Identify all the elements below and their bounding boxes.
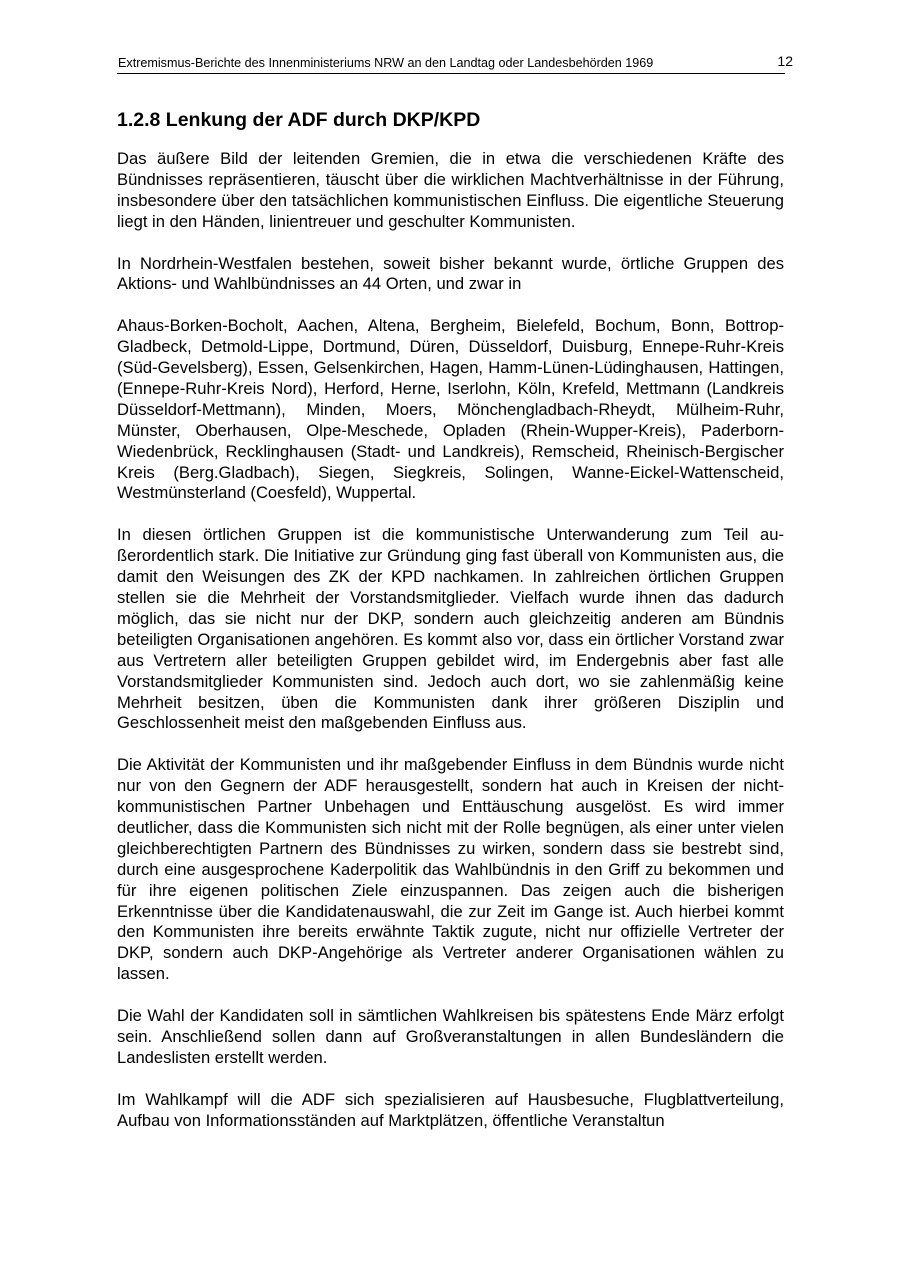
paragraph-candidate-election: Die Wahl der Kandidaten soll in sämtlichen Wahlkreisen bis spätestens Ende März erfolgt sein. Anschließend sollen dann auf Großveranstaltungen in allen Bundesländern die Landeslisten erstellt werden. <box>117 1006 784 1067</box>
running-header-title: Extremismus-Berichte des Innenministeriums NRW an den Landtag oder Landesbehörden 1969 <box>118 56 654 70</box>
paragraph-campaign: Im Wahlkampf will die ADF sich spezialisieren auf Hausbesuche, Flugblattverteilung, Aufbau von Informationsständen auf Marktplätzen, öffentliche Veranstaltun <box>117 1089 784 1130</box>
paragraph-city-list: Ahaus-Borken-Bocholt, Aachen, Altena, Bergheim, Bielefeld, Bochum, Bonn, Bottrop-Gladbeck, Detmold-Lippe, Dortmund, Düren, Düsseldorf, Duisburg, Ennepe-Ruhr-Kreis (Süd-Gevelsberg), Essen, Gelsenkirchen, Hagen, Hamm-Lünen-Lüdinghausen, Hattingen, (Ennepe-Ruhr-Kreis Nord), Herford, Herne, Iserlohn, Köln, Krefeld, Mettmann (Landkreis Düsseldorf-Mettmann), Minden, Moers, Mönchengladbach-Rheydt, Mülheim-Ruhr, Münster, Oberhausen, Olpe-Meschede, Opladen (Rhein-Wupper-Kreis), Paderborn-Wiedenbrück, Recklinghausen (Stadt- und Landkreis), Remscheid, Rheinisch-Bergischer Kreis (Berg.Gladbach), Siegen, Siegkreis, Solingen, Wanne-Eickel-Wattenscheid, Westmünsterland (Coesfeld), Wuppertal. <box>117 316 784 503</box>
page-number: 12 <box>777 53 793 69</box>
body-text <box>117 149 784 1132</box>
paragraph-intro: Das äußere Bild der leitenden Gremien, die in etwa die verschiedenen Kräfte des Bündnisses repräsentieren, täuscht über die wirklichen Machtverhältnisse in der Führung, insbesondere über den tatsächlichen kommunistischen Einfluss. Die eigentliche Steuerung liegt in den Händen, linientreuer und geschulter Kommunisten. <box>117 149 784 231</box>
page-header <box>117 53 793 74</box>
paragraph-infiltration: In diesen örtlichen Gruppen ist die kommunistische Unterwanderung zum Teil außerordentlich stark. Die Initiative zur Gründung ging fast überall von Kommunisten aus, die damit den Weisungen des ZK der KPD nachkamen. In zahlreichen örtlichen Gruppen stellen sie die Mehrheit der Vorstandsmitglieder. Vielfach wurde ihnen das dadurch möglich, das sie nicht nur der DKP, sondern auch gleichzeitig anderen am Bündnis beteiligten Organisationen angehören. Es kommt also vor, dass ein örtlicher Vorstand zwar aus Vertretern aller beteiligten Gruppen gebildet wird, im Endergebnis aber fast alle Vorstandsmitglieder Kommunisten sind. Jedoch auch dort, wo sie zahlenmäßig keine Mehrheit besitzen, üben die Kommunisten dank ihrer größeren Disziplin und Geschlossenheit meist den maßgebenden Einfluss aus. <box>117 525 784 733</box>
paragraph-groups-count: In Nordrhein-Westfalen bestehen, soweit bisher bekannt wurde, örtliche Gruppen des Aktions- und Wahlbündnisses an 44 Orten, und zwar in <box>117 253 784 294</box>
paragraph-communist-influence: Die Aktivität der Kommunisten und ihr maßgebender Einfluss in dem Bündnis wurde nicht nur von den Gegnern der ADF herausgestellt, sondern hat auch in Kreisen der nicht-kommunistischen Partner Unbehagen und Enttäuschung ausgelöst. Es wird immer deutlicher, dass die Kommunisten sich nicht mit der Rolle begnügen, als einer unter vielen gleichberechtigten Partnern des Bündnisses zu wirken, sondern dass sie bestrebt sind, durch eine ausgesprochene Kaderpolitik das Wahlbündnis in den Griff zu bekommen und für ihre eigenen politischen Ziele einzuspannen. Das zeigen auch die bisherigen Erkenntnisse über die Kandidatenauswahl, die zur Zeit im Gange ist. Auch hierbei kommt den Kommunisten ihre bereits erwähnte Taktik zugute, nicht nur offizielle Vertreter der DKP, sondern auch DKP-Angehörige als Vertreter anderer Organisationen wählen zu lassen. <box>117 755 784 984</box>
section-heading: 1.2.8 Lenkung der ADF durch DKP/KPD <box>117 109 481 131</box>
